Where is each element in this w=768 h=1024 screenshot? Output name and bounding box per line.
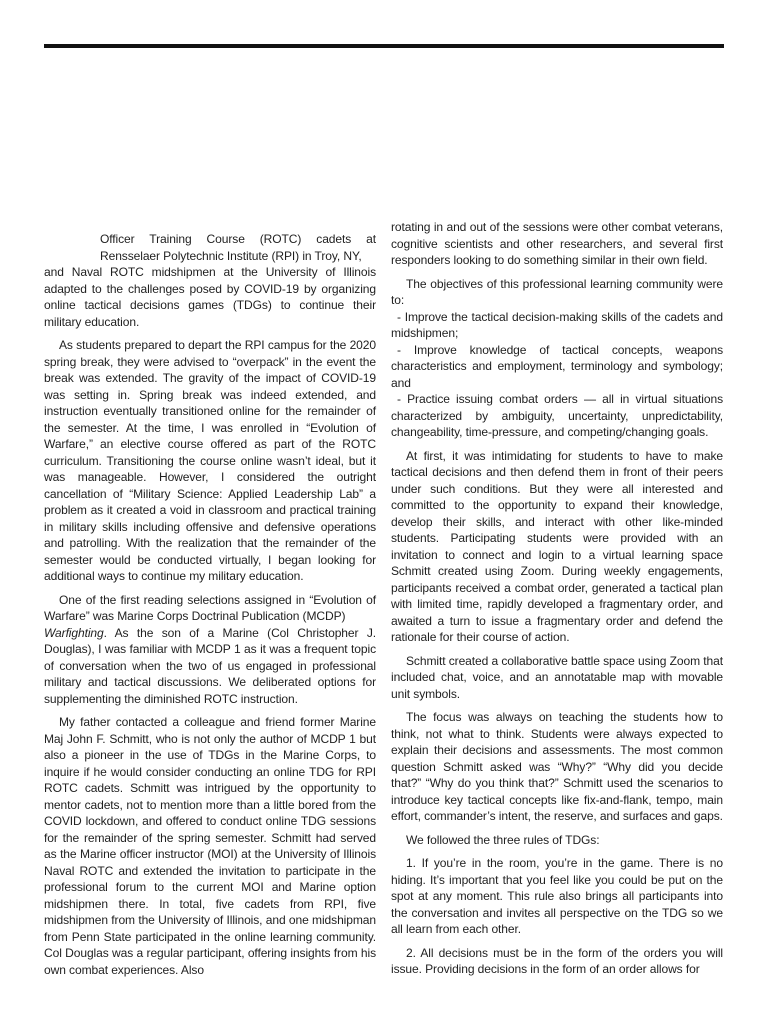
warfighting-title: Warfighting	[44, 625, 104, 640]
left-column	[44, 231, 376, 985]
paragraph-intimidating: At first, it was intimidating for students to have to make tactical decisions and then defend them in front of their peers under such conditions. But they were all interested and committed to the opportunity to expand their knowledge, develop their skills, and interact with other like-minded students. Participating students were provided with an invitation to connect and login to a virtual learning space Schmitt created using Zoom. During weekly engagements, participants received a combat order, generated a tactical plan with limited time, rapidly developed a fragmentary order, and awaited a turn to issue a fragmentary order and defend the rationale for their course of action.	[391, 448, 723, 644]
intro-text: and Naval ROTC midshipmen at the University of Illinois adapted to the challenges posed by COVID-19 by organizing online tactical decisions games (TDGs) to continue their military education.	[44, 265, 376, 329]
objective-item: - Practice issuing combat orders — all in virtual situations characterized by ambiguity, uncertainty, unpredictability, changeability, time-pressure, and competing/changing goals.	[391, 392, 723, 439]
mcdp-text-b: . As the son of a Marine (Col Christopher J. Douglas), I was familiar with MCDP 1 as it was a frequent topic of conversation when the two of us engaged in professional military and tactical discussions. We deliberated options for supplementing the diminished ROTC instruction.	[44, 625, 376, 706]
paragraph-three-rules: We followed the three rules of TDGs:	[406, 832, 600, 847]
intro-indented-text: Officer Training Course (ROTC) cadets at Rensselaer Polytechnic Institute (RPI) in Troy, NY,	[100, 232, 376, 263]
intro-paragraph	[44, 231, 376, 330]
right-column	[391, 219, 723, 985]
paragraph-battle-space: Schmitt created a collaborative battle space using Zoom that included chat, voice, and an annotatable map with movable unit symbols.	[391, 653, 723, 701]
paragraph-focus: The focus was always on teaching the students how to think, not what to think. Students were always expected to explain their decisions and assessments. The most common question Schmitt asked was “Why?” “Why did you decide that?” “Why do you think that?” Schmitt used the scenarios to introduce key tactical concepts like fix-and-flank, tempo, main effort, commander’s intent, the reserve, and surfaces and gaps.	[391, 710, 723, 823]
mcdp-text-a: One of the first reading selections assigned in “Evolution of Warfare” was Marine Corps Doctrinal Publication (MCDP)	[44, 592, 376, 623]
objective-item: - Improve knowledge of tactical concepts, weapons characteristics and employment, terminology and symbology; and	[391, 342, 723, 390]
paragraph-rule-one: 1. If you’re in the room, you’re in the game. There is no hiding. It’s important that you feel like you could be put on the spot at any moment. This rule also brings all participants into the conversation and invites all perspective on the TDG so we all learn from each other.	[391, 856, 723, 936]
paragraph-schmitt: My father contacted a colleague and friend former Marine Maj John F. Schmitt, who is not only the author of MCDP 1 but also a pioneer in the use of TDGs in the Marine Corps, to inquire if he would consider conducting an online TDG for RPI ROTC cadets. Schmitt was intrigued by the opportunity to mentor cadets, not to mention more than a little bored from the COVID lockdown, and offered to conduct online TDG sessions for the remainder of the spring semester. Schmitt had served as the Marine officer instructor (MOI) at the University of Illinois Naval ROTC and extended the invitation to participate in the professional forum to the current MOI and Marine option midshipmen there. In total, five cadets from RPI, five midshipmen from the University of Illinois, and one midshipman from Penn State participated in the online learning community. Col Douglas was a regular participant, offering insights from his own combat experiences. Also	[44, 715, 376, 977]
paragraph-spring-break: As students prepared to depart the RPI campus for the 2020 spring break, they were advised to “overpack” in the event the break was extended. The gravity of the impact of COVID-19 was setting in. Spring break was indeed extended, and instruction eventually transitioned online for the remainder of the semester. At the time, I was enrolled in “Evolution of Warfare,” an elective course offered as part of the ROTC curriculum. Transitioning the course online wasn’t ideal, but it was manageable. However, I considered the outright cancellation of “Military Science: Applied Leadership Lab” a problem as it created a void in classroom and practical training in military skills including offensive and defensive operations and patrolling. With the realization that the remainder of the semester would be conducted virtually, I began looking for additional ways to continue my military education.	[44, 338, 376, 583]
paragraph-objectives: The objectives of this professional learning community were to:	[391, 276, 723, 307]
paragraph-rule-two: 2. All decisions must be in the form of the orders you will issue. Providing decisions in the form of an order allows for	[391, 945, 723, 976]
paragraph-mcdp	[44, 592, 376, 708]
objective-item: - Improve the tactical decision-making skills of the cadets and midshipmen;	[391, 309, 723, 340]
header-rule	[44, 44, 724, 48]
paragraph-rotating: rotating in and out of the sessions were other combat veterans, cognitive scientists and other researchers, and several first responders looking to do something similar in their own field.	[391, 220, 723, 267]
